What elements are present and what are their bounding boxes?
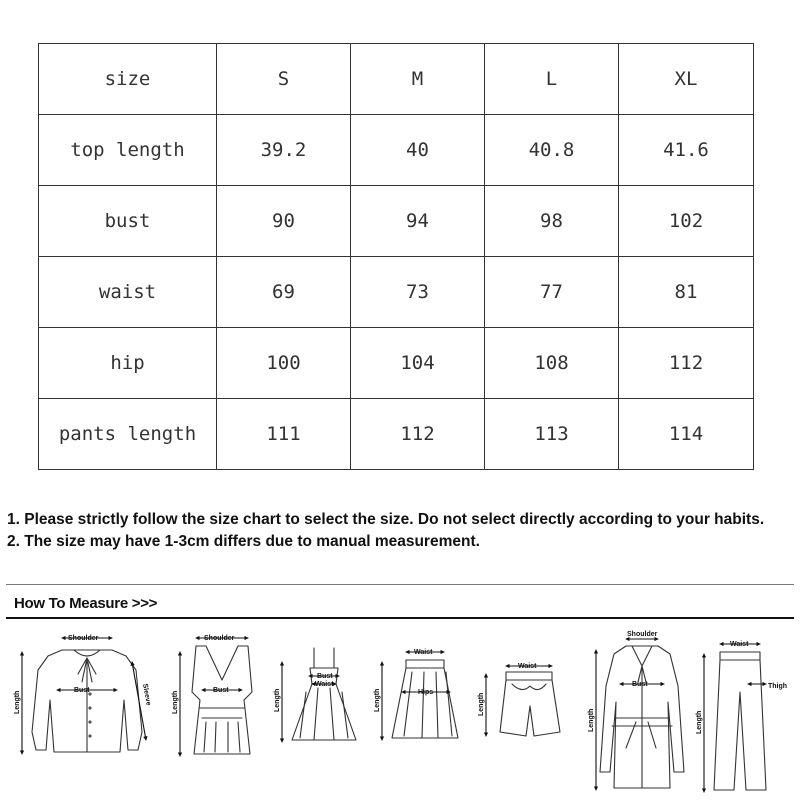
thigh-label: Thigh: [768, 683, 788, 690]
table-row: [39, 115, 754, 186]
row-label-cell: pants length: [39, 399, 217, 470]
shoulder-label: Shoulder: [204, 635, 235, 642]
header-cell: L: [485, 44, 619, 115]
dress-figure: [282, 648, 356, 742]
table-cell: 112: [351, 399, 485, 470]
divider: [6, 617, 794, 619]
divider: [6, 584, 794, 585]
table-row: [39, 257, 754, 328]
waist-label: Waist: [315, 681, 334, 688]
coat-figure: [596, 639, 684, 790]
vest-figure: [180, 638, 252, 756]
length-label: Length: [478, 692, 485, 716]
length-label: Length: [14, 690, 21, 714]
shoulder-label: Shoulder: [68, 635, 99, 642]
hips-label: Hips: [418, 689, 434, 696]
table-cell: 90: [217, 186, 351, 257]
waist-label: Waist: [518, 663, 537, 670]
table-cell: 41.6: [619, 115, 754, 186]
table-cell: 81: [619, 257, 754, 328]
table-cell: 100: [217, 328, 351, 399]
table-cell: 108: [485, 328, 619, 399]
table-cell: 73: [351, 257, 485, 328]
sleeve-label: Sleeve: [141, 683, 152, 707]
how-to-measure-title: How To Measure >>>: [14, 595, 158, 612]
table-cell: 40: [351, 115, 485, 186]
measurement-illustrations: [0, 622, 800, 800]
table-cell: 94: [351, 186, 485, 257]
row-label-cell: bust: [39, 186, 217, 257]
waist-label: Waist: [730, 641, 749, 648]
table-cell: 112: [619, 328, 754, 399]
length-label: Length: [172, 690, 179, 714]
header-cell: S: [217, 44, 351, 115]
how-to-measure-header: [6, 592, 794, 620]
bust-label: Bust: [632, 681, 648, 688]
table-row: [39, 186, 754, 257]
bust-label: Bust: [213, 687, 229, 694]
blouse-figure: [22, 638, 146, 754]
bust-label: Bust: [74, 687, 90, 694]
row-label-cell: waist: [39, 257, 217, 328]
table-cell: 104: [351, 328, 485, 399]
length-label: Length: [696, 710, 703, 734]
table-header-row: [39, 44, 754, 115]
table-cell: 69: [217, 257, 351, 328]
shorts-figure: [486, 666, 560, 736]
table-cell: 98: [485, 186, 619, 257]
header-cell: XL: [619, 44, 754, 115]
row-label-cell: hip: [39, 328, 217, 399]
length-label: Length: [274, 688, 281, 712]
length-label: Length: [374, 688, 381, 712]
table-cell: 114: [619, 399, 754, 470]
row-label-cell: top length: [39, 115, 217, 186]
size-notes: [7, 509, 793, 553]
table-cell: 111: [217, 399, 351, 470]
waist-label: Waist: [414, 649, 433, 656]
table-row: [39, 399, 754, 470]
size-chart-table: [38, 43, 754, 470]
header-cell: M: [351, 44, 485, 115]
bust-label: Bust: [317, 673, 333, 680]
pants-figure: [704, 644, 766, 792]
measurement-diagrams: [0, 622, 800, 800]
table-cell: 102: [619, 186, 754, 257]
note-2: 2. The size may have 1-3cm differs due to manual measurement.: [7, 533, 480, 550]
table-cell: 39.2: [217, 115, 351, 186]
skirt-figure: [382, 652, 458, 740]
length-label: Length: [588, 708, 595, 732]
header-cell: size: [39, 44, 217, 115]
shoulder-label: Shoulder: [627, 631, 658, 638]
table-cell: 77: [485, 257, 619, 328]
note-1: 1. Please strictly follow the size chart to select the size. Do not select directly according to your habits.: [7, 511, 765, 528]
table-cell: 113: [485, 399, 619, 470]
table-cell: 40.8: [485, 115, 619, 186]
table-row: [39, 328, 754, 399]
